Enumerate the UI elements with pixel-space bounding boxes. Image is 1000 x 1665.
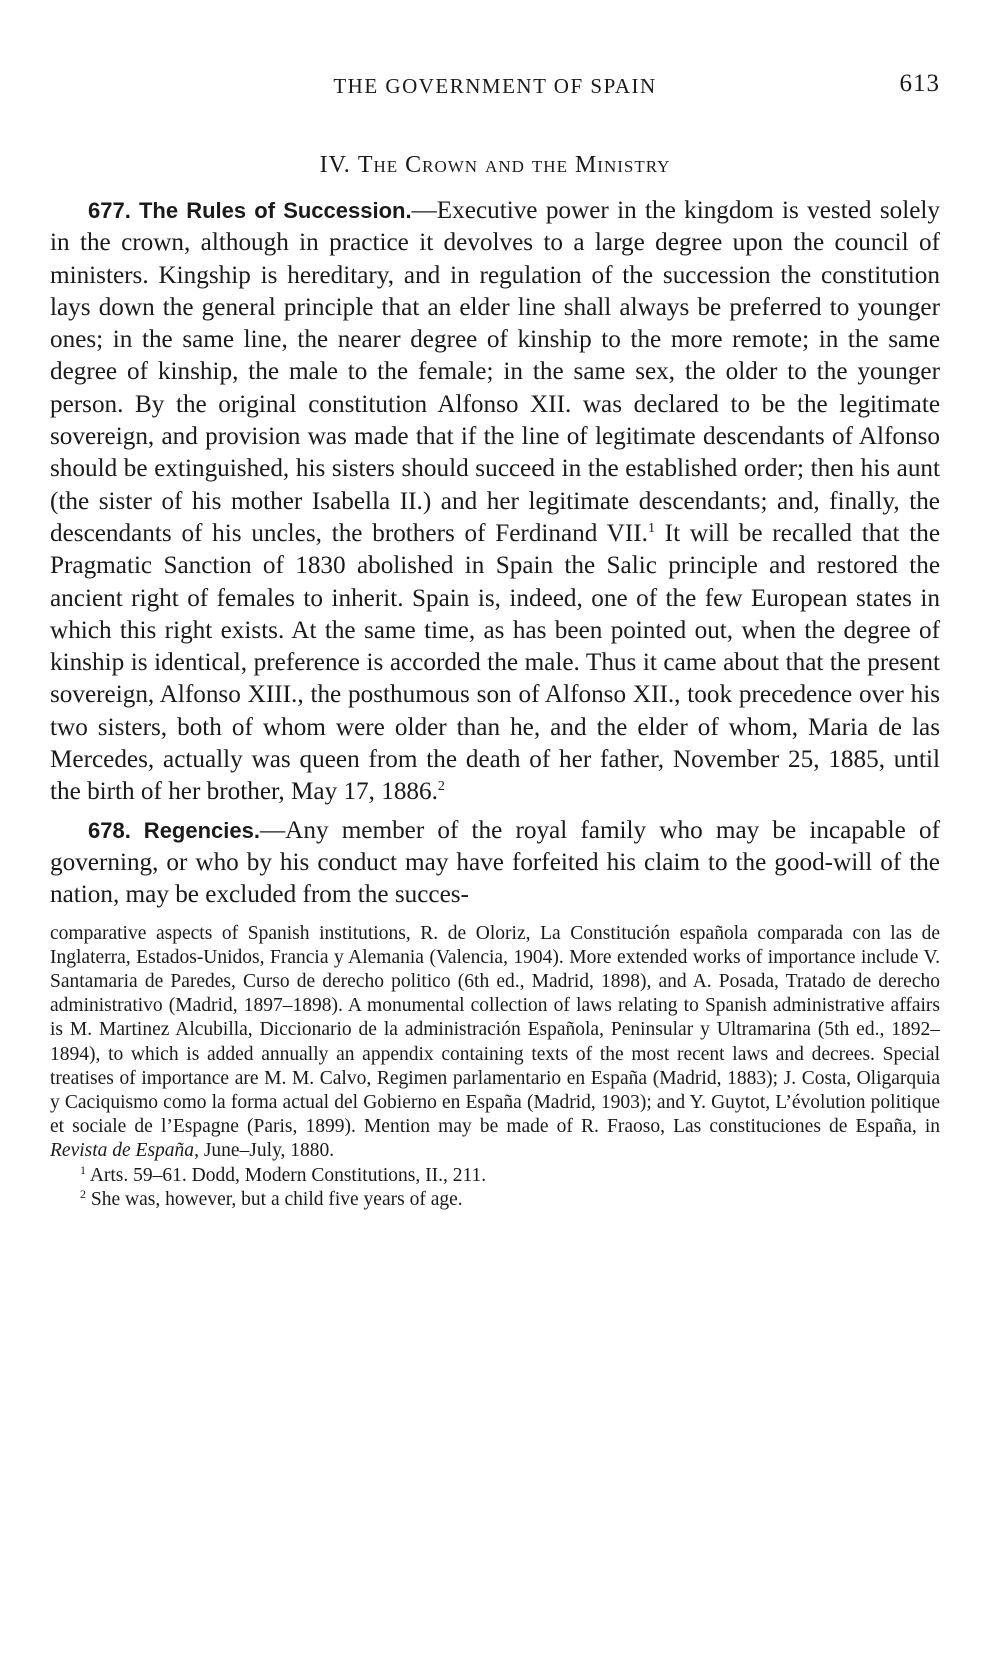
book-page (50, 70, 940, 1212)
paragraph-text: It will be recalled that the Pragmatic Sanction of 1830 abolished in Spain the Salic principle and restored the ancient right of females to inherit. Spain is, indeed, one of the few European states in which this right exists. At the same time, as has been pointed out, when the degree of kinship is identical, preference is accorded the male. Thus it came about that the present sovereign, Alfonso XIII., the posthumous son of Alfonso XII., took precedence over his two sisters, both of whom were older than he, and the elder of whom, Maria de las Mercedes, actually was queen from the death of her father, November 25, 1885, until the birth of her brother, May 17, 1886. (50, 519, 941, 806)
paragraph-heading: 677. The Rules of Succession. (88, 198, 412, 223)
footnote-mark: 2 (80, 1186, 86, 1201)
page-number: 613 (899, 70, 940, 97)
paragraph-text: —Any member of the royal family who may be incapable of governing, or who by his conduct may have forfeited his claim to the good-will of the nation, may be excluded from the succes- (50, 816, 940, 909)
journal-title: Revista de España (50, 1140, 195, 1162)
running-head (50, 70, 940, 110)
footnotes-area (50, 922, 940, 1212)
footnote-continuation (50, 922, 940, 1164)
running-title: THE GOVERNMENT OF SPAIN (333, 74, 657, 98)
footnote-text: , June–July, 1880. (194, 1140, 335, 1162)
footnote-mark: 1 (80, 1162, 86, 1177)
footnote-text: Arts. 59–61. Dodd, Modern Constitutions, II., 211. (89, 1164, 487, 1186)
paragraph-678 (50, 815, 940, 912)
footnote-ref: 2 (437, 779, 445, 795)
footnote-ref: 1 (647, 520, 655, 536)
footnote-1 (50, 1164, 940, 1188)
paragraph-heading: 678. Regencies. (88, 817, 260, 843)
paragraph-text: —Executive power in the kingdom is vested solely in the crown, although in practice it devolves to a large degree upon the council of ministers. Kingship is hereditary, and in regulation of the succession the constitution lays down the general principle that an elder line shall always be preferred to younger ones; in the same line, the nearer degree of kinship to the more remote; in the same degree of kinship, the male to the female; in the same sex, the older to the younger person. By the original constitution Alfonso XII. was declared to be the legitimate sovereign, and provision was made that if the line of legitimate descendants of Alfonso should be extinguished, his sisters should succeed in the established order; then his aunt (the sister of his mother Isabella II.) and her legitimate descendants; and, finally, the descendants of his uncles, the brothers of Ferdinand VII. (50, 197, 940, 547)
paragraph-677 (50, 195, 940, 809)
footnote-2 (50, 1188, 940, 1212)
footnote-text: comparative aspects of Spanish institutions, R. de Oloriz, La Constitución española comparada con las de Inglaterra, Estados-Unidos, Francia y Alemania (Valencia, 1904). More extended works of importance include V. Santamaria de Paredes, Curso de derecho politico (6th ed., Madrid, 1898), and A. Posada, Tratado de derecho administrativo (Madrid, 1897–1898). A monumental collection of laws relating to Spanish administrative affairs is M. Martinez Alcubilla, Diccionario de la administración Española, Peninsular y Ultramarina (5th ed., 1892–1894), to which is added annually an appendix containing texts of the most recent laws and decrees. Special treatises of importance are M. M. Calvo, Regimen parlamentario en España (Madrid, 1883); J. Costa, Oligarquia y Caciquismo como la forma actual del Gobierno en España (Madrid, 1903); and Y. Guytot, L’évolution politique et sociale de l’Espagne (Paris, 1899). Mention may be made of R. Fraoso, Las constituciones de España, in (50, 922, 940, 1138)
section-heading (50, 152, 940, 179)
section-title: The Crown and the Ministry (357, 152, 671, 178)
section-numeral: IV. (319, 152, 351, 178)
footnote-text: She was, however, but a child five years of age. (90, 1188, 463, 1210)
